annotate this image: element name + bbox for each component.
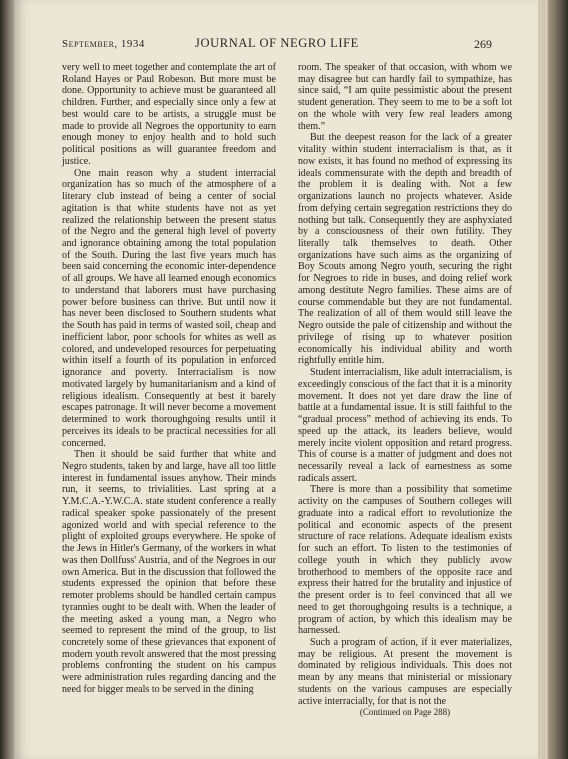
page-number: 269 [474,37,492,51]
paragraph: Such a program of action, if it ever materializes, may be religious. At present the movement is dominated by religious individuals. This does not mean by any means that ministerial or missionary students on the various campuses are especially active interracially, for that is not the [298,636,512,707]
paragraph: One main reason why a student interracial organization has so much of the atmosphere of a literary club instead of being a center of social agitation is that white students have not as yet realized the relationship between the present status of the Negro and the general high level of poverty and ignorance obtaining among the total population of the South. During the last five years much has been said concerning the economic inter-dependence of all groups. We have all learned enough economics to understand that laborers must have purchasing power before business can thrive. But until now it has never been disclosed to Southern students what the South has paid in terms of wasted soil, cheap and inefficient labor, poor schools for whites as well as colored, and undeveloped resources for perpetuating within itself a fourth of its population in enforced ignorance and poverty. Interracialism is now motivated largely by humanitarianism and a kind of religious idealism. Consequently at best it barely escapes patronage. It will never become a movement determined to work thoroughgoing results until it perceives its ideals to be practical necessities for all concerned. [62,167,276,449]
paragraph: room. The speaker of that occasion, with whom we may disagree but can hardly fail to sympathize, has since said, “I am quite pessimistic about the present student generation. They seem to me to be a soft lot on the whole with very few real leaders among them.” [298,62,512,132]
paragraph: There is more than a possibility that sometime activity on the campuses of Southern colleges will graduate into a radical effort to revolutionize the political and economic aspects of the present structure of race relations. Adequate idealism exists for such an effort. To listen to the testimonies of college youth in which they publicly avow brotherhood to members of the opposite race and express their hatred for the brutality and injustice of the present order is to feel convinced that all we need to get thoroughgoing results is a technique, a program of action, by which this idealism may be harnessed. [298,484,512,637]
left-text-column [62,62,276,696]
paragraph: Student interracialism, like adult interracialism, is exceedingly conscious of the fact that it is a minority movement. It does not yet dare draw the line of battle at a fundamental issue. It is still faithful to the “gradual process” method of achieving its ends. To speed up the attack, its leaders believe, would merely incite violent opposition and retard progress. This of course is a matter of judgment and does not necessarily reveal a lack of earnestness as some radicals assert. [298,367,512,484]
continuation-note: (Continued on Page 288) [359,707,451,718]
book-cover-edge [548,0,568,759]
right-text-column [298,62,512,719]
paragraph: Then it should be said further that white and Negro students, taken by and large, have all too little interest in fundamental issues anyhow. Their minds run, it seems, to trivialities. Last spring at a Y.M.C.A.-Y.W.C.A. state student conference a really radical speaker spoke passionately of the present agonized world and with special reference to the plight of exploited groups everywhere. He spoke of the Jews in Hitler's Germany, of the workers in what was then Dollfuss' Austria, and of the Negroes in our own America. But in the discussion that followed the students expressed the opinion that before these remoter problems should be handled certain campus tyrannies ought to be dealt with. When the leader of the meeting asked a young man, a Negro who seemed to represent the mind of the group, to list concretely some of these grievances that exponent of modern youth revolt answered that the most pressing problems confronting the student on his campus were administration rules regarding dancing and the need for bigger meals to be served in the dining [62,449,276,695]
paragraph: But the deepest reason for the lack of a greater vitality within student interracialism is that, as it now exists, it has found no method of expressing its ideals commensurate with the depth and breadth of the problem it is dealing with. Not a few organizations launch no projects whatever. Aside from defying certain segregation restrictions they do nothing but talk. Consequently they are asphyxiated by a consciousness of their own futility. They literally talk themselves to death. Other organizations have such aims as the organizing of Boy Scouts among Negro youth, securing the right for Negroes to ride in buses, and doing relief work among destitute Negro families. These aims are of course commendable but they are not fundamental. The realization of all of them would still leave the Negro outside the pale of citizenship and without the privilege of rising up to whatever position economically his individual ability and worth rightfully entitle him. [298,132,512,367]
header-date: September, 1934 [62,38,145,50]
running-header [62,38,492,54]
paragraph: very well to meet together and contemplate the art of Roland Hayes or Paul Robeson. But more must be done. Opportunity to achieve must be guaranteed all children. Further, and especially since only a few at best would care to be artists, a struggle must be made to provide all Negroes the opportunity to earn enough money to enjoy health and to hold such political positions as will guarantee freedom and justice. [62,62,276,167]
header-journal-title: JOURNAL OF NEGRO LIFE [195,36,359,50]
